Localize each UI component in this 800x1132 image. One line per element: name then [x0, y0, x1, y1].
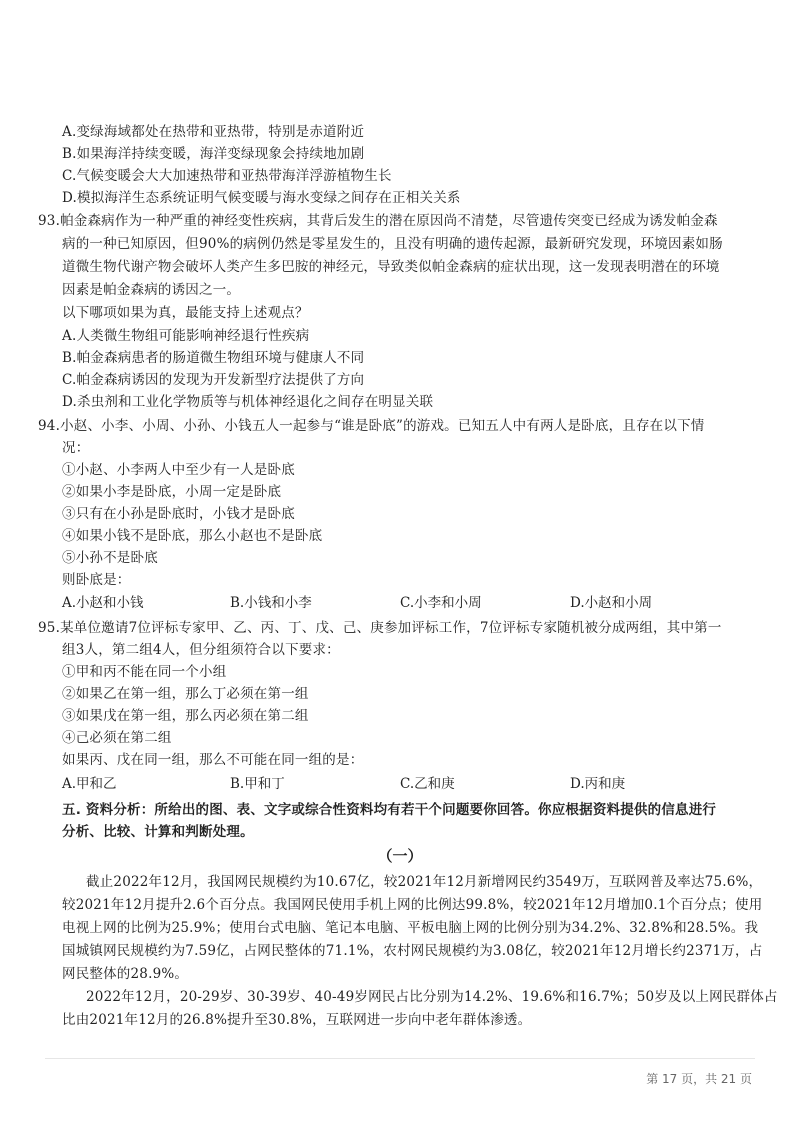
q94-condition: ③只有在小孙是卧底时，小钱才是卧底: [62, 506, 295, 522]
q95-condition: ①甲和丙不能在同一个小组: [62, 664, 227, 680]
q94-condition: ⑤小孙不是卧底: [62, 550, 158, 566]
q95-condition: ④己必须在第二组: [62, 730, 172, 746]
q95-stem-line: 95.某单位邀请7位评标专家甲、乙、丙、丁、戊、己、庚参加评标工作，7位评标专家随机被分成两组，其中第一: [38, 620, 722, 636]
q92-option-d: D.模拟海洋生态系统证明气候变暖与海水变绿之间存在正相关关系: [62, 190, 461, 206]
passage-line: 截止2022年12月，我国网民规模约为10.67亿，较2021年12月新增网民约3549万，互联网普及率达75.6%，: [86, 874, 763, 890]
passage-line: 电视上网的比例为25.9%；使用台式电脑、笔记本电脑、平板电脑上网的比例分别为34.2%、32.8%和28.5%。我: [62, 920, 759, 936]
q94-option-c: C.小李和小周: [400, 595, 482, 611]
q93-stem-line: 道微生物代谢产物会破坏人类产生多巴胺的神经元，导致类似帕金森病的症状出现，这一发现表明潜在的环境: [62, 259, 720, 275]
footer-divider: [45, 1058, 755, 1059]
q94-option-b: B.小钱和小李: [230, 595, 312, 611]
passage-line: 较2021年12月提升2.6个百分点。我国网民使用手机上网的比例达99.8%，较2021年12月增加0.1个百分点；使用: [62, 897, 763, 913]
q95-condition: ③如果戊在第一组，那么丙必须在第二组: [62, 708, 309, 724]
page-number: 第 17 页，共 21 页: [646, 1072, 752, 1086]
q94-condition: ④如果小钱不是卧底，那么小赵也不是卧底: [62, 528, 323, 544]
q95-option-b: B.甲和丁: [230, 776, 285, 792]
passage-line: 2022年12月，20-29岁、30-39岁、40-49岁网民占比分别为14.2%、19.6%和16.7%；50岁及以上网民群体占: [86, 989, 778, 1005]
section-heading: 分析、比较、计算和判断处理。: [62, 824, 254, 840]
q94-question: 则卧底是：: [62, 572, 131, 588]
q92-option-a: A.变绿海域都处在热带和亚热带，特别是赤道附近: [62, 124, 365, 140]
q92-option-b: B.如果海洋持续变暖，海洋变绿现象会持续地加剧: [62, 146, 365, 162]
part-title: （一）: [377, 847, 423, 865]
q95-stem-line: 组3人，第二组4人，但分组须符合以下要求：: [62, 642, 340, 658]
passage-line: 国城镇网民规模约为7.59亿，占网民整体的71.1%，农村网民规模约为3.08亿，较2021年12月增长约2371万，占: [62, 943, 763, 959]
q94-condition: ②如果小李是卧底，小周一定是卧底: [62, 484, 282, 500]
q95-condition: ②如果乙在第一组，那么丁必须在第一组: [62, 686, 309, 702]
q94-option-a: A.小赵和小钱: [62, 595, 144, 611]
q94-stem-line: 况：: [62, 440, 90, 456]
passage-line: 网民整体的28.9%。: [62, 966, 189, 982]
q94-stem-line: 94.小赵、小李、小周、小孙、小钱五人一起参与“谁是卧底”的游戏。已知五人中有两人是卧底，且存在以下情: [38, 418, 705, 434]
q94-condition: ①小赵、小李两人中至少有一人是卧底: [62, 462, 295, 478]
q93-option-a: A.人类微生物组可能影响神经退行性疾病: [62, 328, 310, 344]
q95-question: 如果丙、戊在同一组，那么不可能在同一组的是：: [62, 752, 364, 768]
q93-stem-line: 因素是帕金森病的诱因之一。: [62, 282, 241, 298]
q94-option-d: D.小赵和小周: [570, 595, 653, 611]
q93-stem-line: 病的一种已知原因，但90%的病例仍然是零星发生的，且没有明确的遗传起源，最新研究发现，环境因素如肠: [62, 236, 723, 252]
passage-line: 比由2021年12月的26.8%提升至30.8%，互联网进一步向中老年群体渗透。: [62, 1012, 532, 1028]
q95-option-a: A.甲和乙: [62, 776, 117, 792]
q93-option-b: B.帕金森病患者的肠道微生物组环境与健康人不同: [62, 350, 365, 366]
q93-question: 以下哪项如果为真，最能支持上述观点？: [62, 305, 309, 321]
section-heading: 五. 资料分析：所给出的图、表、文字或综合性资料均有若干个问题要你回答。你应根据资料提供的信息进行: [62, 802, 717, 818]
q93-stem-line: 93.帕金森病作为一种严重的神经变性疾病，其背后发生的潜在原因尚不清楚，尽管遗传突变已经成为诱发帕金森: [38, 213, 718, 229]
q95-option-d: D.丙和庚: [570, 776, 626, 792]
q93-option-c: C.帕金森病诱因的发现为开发新型疗法提供了方向: [62, 372, 365, 388]
q95-option-c: C.乙和庚: [400, 776, 455, 792]
q92-option-c: C.气候变暖会大大加速热带和亚热带海洋浮游植物生长: [62, 168, 392, 184]
q93-option-d: D.杀虫剂和工业化学物质等与机体神经退化之间存在明显关联: [62, 394, 434, 410]
